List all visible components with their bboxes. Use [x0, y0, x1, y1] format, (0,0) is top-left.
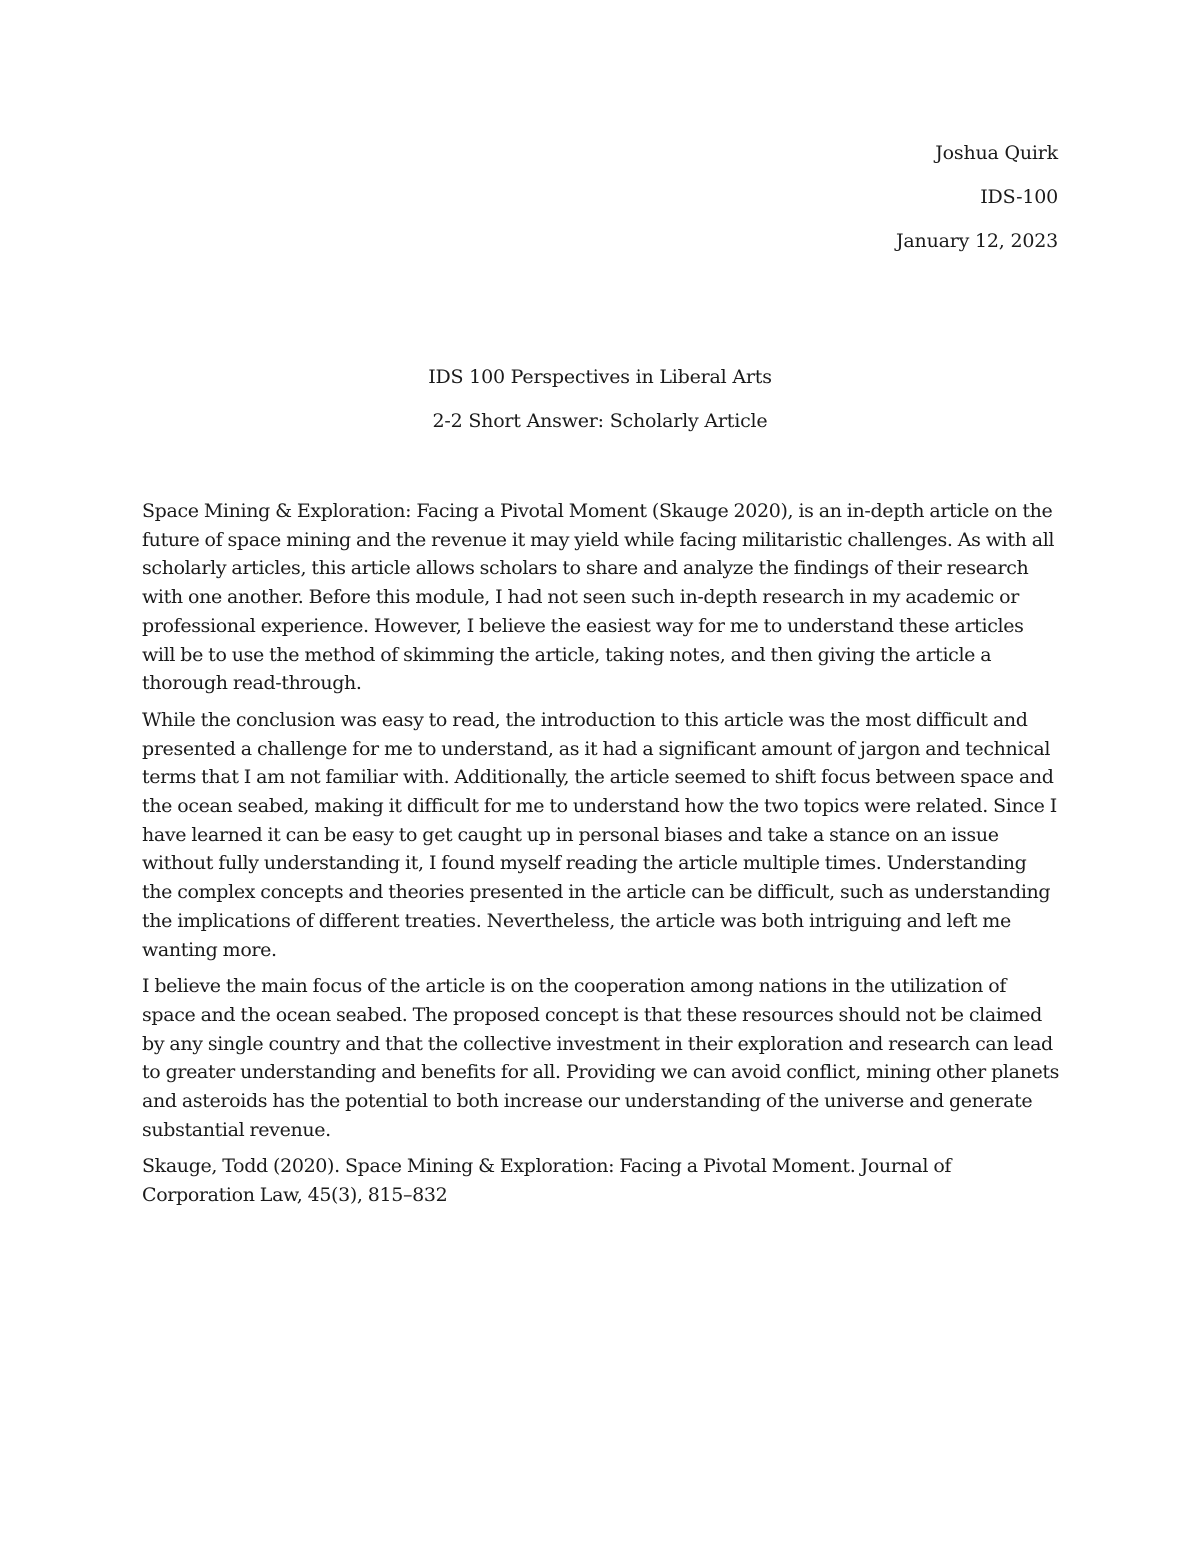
body-paragraph-2: While the conclusion was easy to read, the introduction to this article was the most difficult and presented a challenge for me to understand, as it had a significant amount of jargon and technical terms that I am not familiar with. Additionally, the article seemed to shift focus between space and the ocean seabed, making it difficult for me to understand how the two topics were related. Since I have learned it can be easy to get caught up in personal biases and take a stance on an issue without fully understanding it, I found myself reading the article multiple times. Understanding the complex concepts and theories presented in the article can be difficult, such as understanding the implications of different treaties. Nevertheless, the article was both intriguing and left me wanting more. [142, 708, 1057, 961]
course-code: IDS-100 [980, 186, 1058, 208]
body-paragraph-3: I believe the main focus of the article is on the cooperation among nations in the utilization of space and the ocean seabed. The proposed concept is that these resources should not be claimed by any single country and that the collective investment in their exploration and research can lead to greater understanding and benefits for all. Providing we can avoid conflict, mining other planets and asteroids has the potential to both increase our understanding of the universe and generate substantial revenue. [142, 975, 1060, 1141]
document-body [142, 497, 1060, 1218]
document-title [0, 366, 1200, 454]
assignment-title: 2-2 Short Answer: Scholarly Article [432, 410, 768, 432]
body-paragraph-1: Space Mining & Exploration: Facing a Pivotal Moment (Skauge 2020), is an in-depth article on the future of space mining and the revenue it may yield while facing militaristic challenges. As with all scholarly articles, this article allows scholars to share and analyze the findings of their research with one another. Before this module, I had not seen such in-depth research in my academic or professional experience. However, I believe the easiest way for me to understand these articles will be to use the method of skimming the article, taking notes, and then giving the article a thorough read-through. [142, 500, 1055, 695]
document-date: January 12, 2023 [895, 230, 1058, 252]
reference-citation: Skauge, Todd (2020). Space Mining & Exploration: Facing a Pivotal Moment. Journal of Corporation Law, 45(3), 815–832 [142, 1155, 952, 1207]
document-header [896, 142, 1058, 274]
course-title: IDS 100 Perspectives in Liberal Arts [428, 366, 772, 388]
author-name: Joshua Quirk [935, 142, 1058, 164]
